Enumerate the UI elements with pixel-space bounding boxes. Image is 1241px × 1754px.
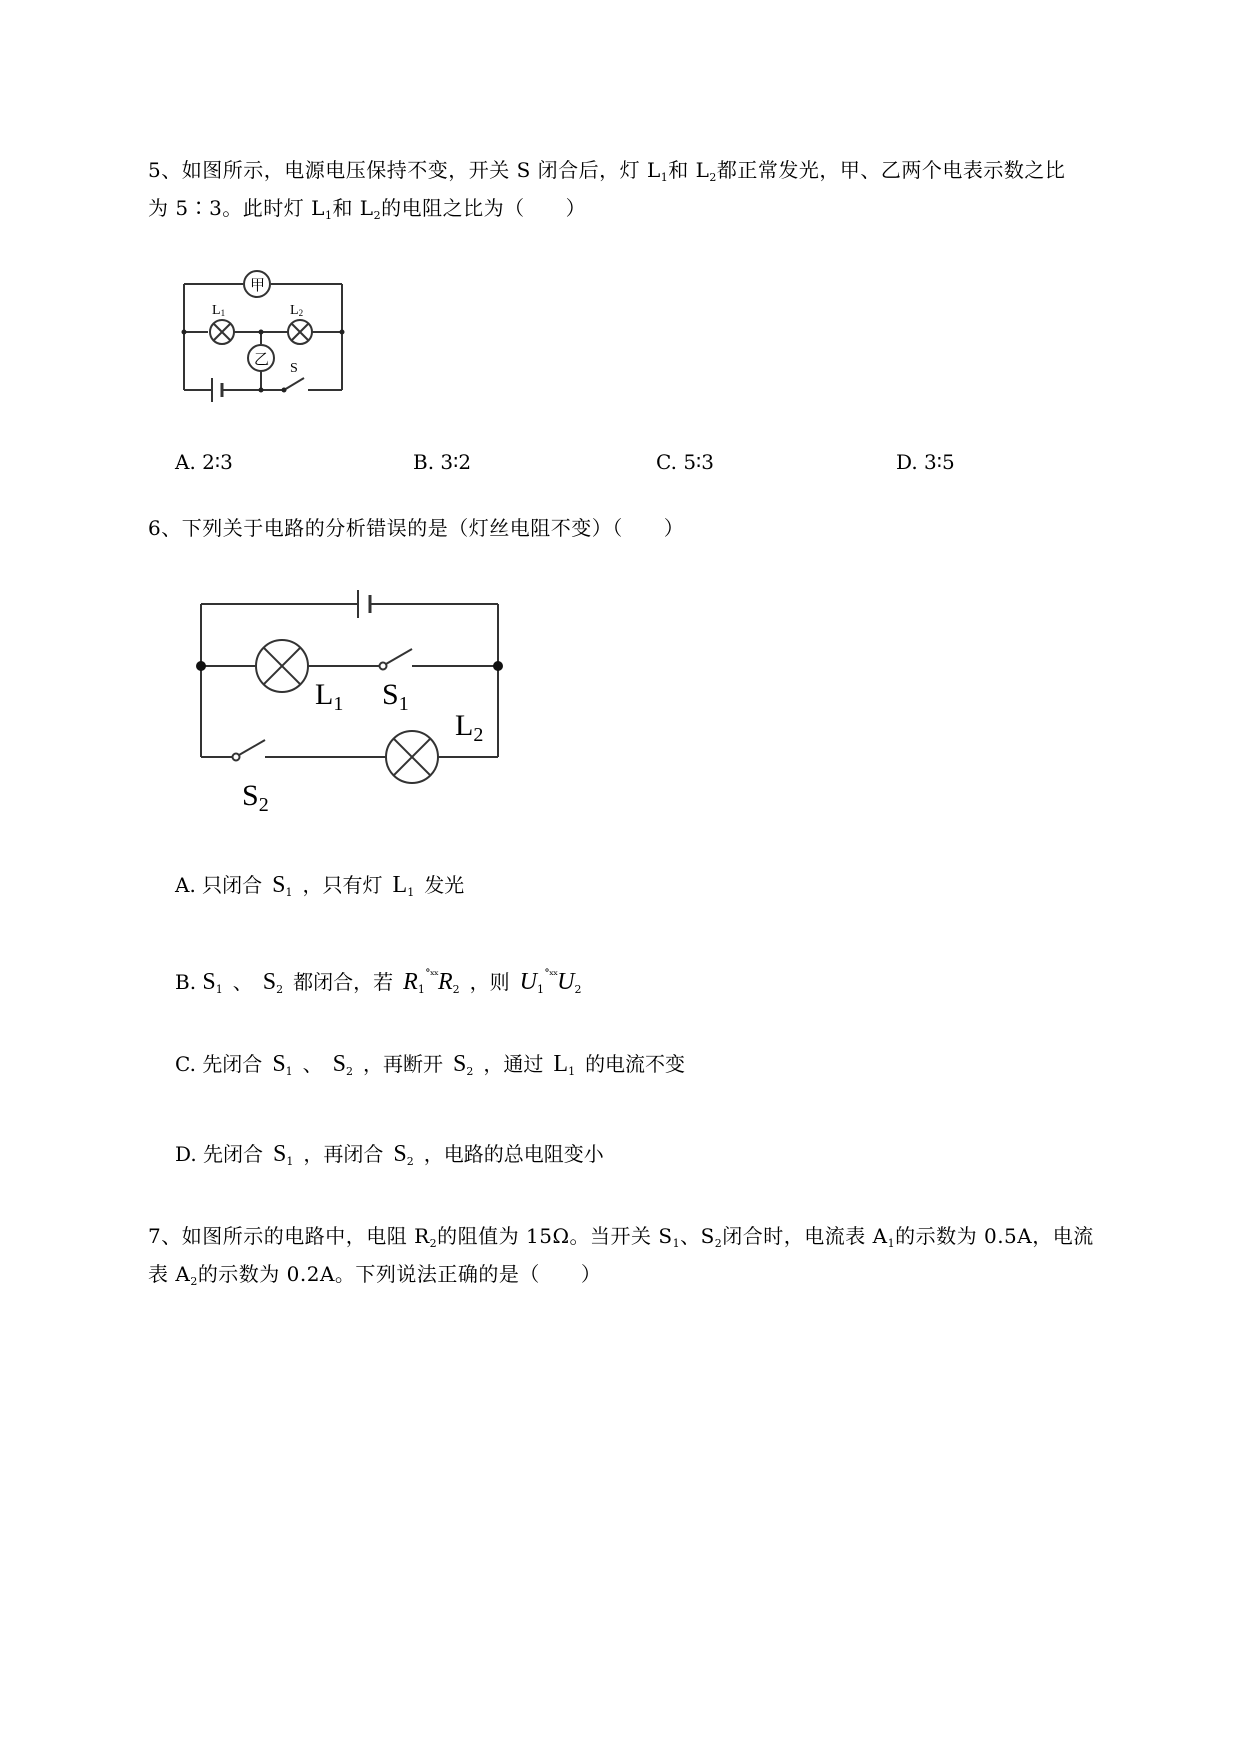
q6-switch1-label: $S_1$ — [382, 678, 409, 715]
q5-option-c[interactable]: C. 5∶3 — [656, 450, 714, 474]
q6-switch2-label: $S_2$ — [242, 779, 269, 816]
q6-option-d[interactable]: D. 先闭合 $S_1$ ，再闭合 $S_2$ ，电路的总电阻变小 — [175, 1141, 604, 1168]
q5-switch-label: S — [290, 361, 298, 376]
q5-stem-line2: 为 5∶3。此时灯 $L_1$和 $L_2$的电阻之比为（ ） — [148, 196, 587, 222]
q5-lamp1-label: L1 — [212, 303, 226, 318]
q6-circuit-figure — [190, 582, 520, 822]
q5-option-d[interactable]: D. 3∶5 — [896, 450, 955, 474]
q6-lamp2-label: $L_2$ — [455, 709, 484, 746]
q6-stem: 6、下列关于电路的分析错误的是（灯丝电阻不变）（ ） — [148, 516, 685, 540]
q7-stem-line1: 7、如图所示的电路中，电阻 $R_2$的阻值为 15Ω。当开关 $S_1$、$S_2$闭合时，电流表 $A_1$的示数为 0.5A，电流 — [148, 1224, 1094, 1250]
q5-lamp2-label: L2 — [290, 303, 304, 318]
q7-stem-line2: 表 $A_2$的示数为 0.2A。下列说法正确的是（ ） — [148, 1262, 602, 1288]
q6-lamp1-label: $L_1$ — [315, 678, 344, 715]
q5-circuit-figure — [178, 262, 358, 412]
meter-jia-label: 甲 — [250, 278, 266, 294]
q6-option-c[interactable]: C. 先闭合 $S_1$ 、 $S_2$ ，再断开 $S_2$ ，通过 $L_1$ 的电流不变 — [175, 1051, 686, 1078]
q6-option-a[interactable]: A. 只闭合 $S_1$ ，只有灯 $L_1$ 发光 — [175, 872, 465, 899]
q5-option-a[interactable]: A. 2∶3 — [175, 450, 233, 474]
q5-stem-line1: 5、如图所示，电源电压保持不变，开关 S 闭合后，灯 $L_1$和 $L_2$都正常发光，甲、乙两个电表示数之比 — [148, 158, 1066, 184]
meter-yi-label: 乙 — [254, 352, 270, 368]
q6-option-b[interactable]: B. $S_1$ 、 $S_2$ 都闭合，若 $R_1^{˚ˣˣ}R_2$ ，则 $U_1^{˚ˣˣ}U_2$ — [175, 968, 582, 996]
q5-option-b[interactable]: B. 3∶2 — [413, 450, 472, 474]
